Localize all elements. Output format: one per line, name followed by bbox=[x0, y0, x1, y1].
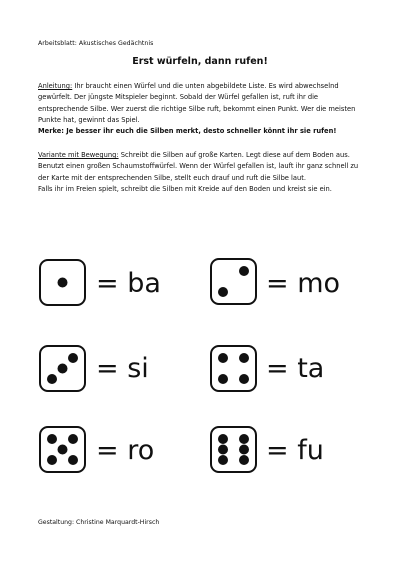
worksheet-header: Arbeitsblatt: Akustisches Gedächtnis bbox=[38, 40, 154, 47]
die-face-4-pips bbox=[212, 347, 255, 390]
syllable-ta: = ta bbox=[266, 353, 325, 384]
variant-text: Schreibt die Silben auf große Karten. Legt diese auf dem Boden aus. Benutzt einen großen Schaumstoffwürfel. Wenn der Würfel gefallen ist, lauft ihr ganz schnell zu der Karte mit der entsprechenden Silbe, stellt euch drauf und ruft die Silbe laut. bbox=[38, 151, 359, 182]
instructions-text: Ihr braucht einen Würfel und die unten abgebildete Liste. Es wird abwechselnd gewürfelt. Der jüngste Mitspieler beginnt. Sobald der Würfel gefallen ist, ruft ihr die entsprechende Silbe. Wer zuerst die richtige Silbe ruft, bekommt einen Punkt. Wer die meisten Punkte hat, gewinnt das Spiel. bbox=[38, 82, 356, 124]
syllable-ba: = ba bbox=[96, 268, 161, 299]
die-face-6 bbox=[210, 426, 257, 473]
die-pip bbox=[239, 434, 249, 444]
syllable-si: = si bbox=[96, 353, 149, 384]
die-face-3 bbox=[39, 345, 86, 392]
die-face-1-pips bbox=[41, 261, 84, 304]
die-pip bbox=[239, 353, 249, 363]
instructions-paragraph bbox=[38, 81, 368, 137]
credits-footer: Gestaltung: Christine Marquardt-Hirsch bbox=[38, 519, 160, 526]
die-face-1 bbox=[39, 259, 86, 306]
instructions-note: Merke: Je besser ihr euch die Silben merkt, desto schneller könnt ihr sie rufen! bbox=[38, 127, 337, 136]
variant-label: Variante mit Bewegung: bbox=[38, 151, 119, 159]
die-pip bbox=[239, 445, 249, 455]
die-pip bbox=[218, 455, 228, 465]
die-face-3-pips bbox=[41, 347, 84, 390]
die-pip bbox=[68, 455, 78, 465]
die-pip bbox=[218, 445, 228, 455]
syllable-ro: = ro bbox=[96, 435, 155, 466]
die-pip bbox=[68, 434, 78, 444]
die-pip bbox=[47, 374, 57, 384]
die-pip bbox=[68, 353, 78, 363]
die-face-2-pips bbox=[212, 260, 255, 303]
die-pip bbox=[58, 445, 68, 455]
die-face-5 bbox=[39, 426, 86, 473]
die-face-2 bbox=[210, 258, 257, 305]
die-pip bbox=[218, 374, 228, 384]
die-face-6-pips bbox=[212, 428, 255, 471]
variant-extra: Falls ihr im Freien spielt, schreibt die Silben mit Kreide auf den Boden und kreist sie ein. bbox=[38, 184, 332, 193]
die-pip bbox=[218, 353, 228, 363]
variant-paragraph bbox=[38, 150, 368, 195]
die-pip bbox=[47, 455, 57, 465]
die-pip bbox=[58, 278, 68, 288]
die-pip bbox=[218, 434, 228, 444]
instructions-label: Anleitung: bbox=[38, 82, 73, 90]
syllable-mo: = mo bbox=[266, 268, 341, 299]
die-pip bbox=[239, 455, 249, 465]
die-pip bbox=[58, 364, 68, 374]
die-pip bbox=[218, 287, 228, 297]
die-face-4 bbox=[210, 345, 257, 392]
syllable-fu: = fu bbox=[266, 435, 324, 466]
page-title: Erst würfeln, dann rufen! bbox=[132, 56, 268, 67]
die-pip bbox=[239, 266, 249, 276]
die-pip bbox=[47, 434, 57, 444]
die-pip bbox=[239, 374, 249, 384]
die-face-5-pips bbox=[41, 428, 84, 471]
